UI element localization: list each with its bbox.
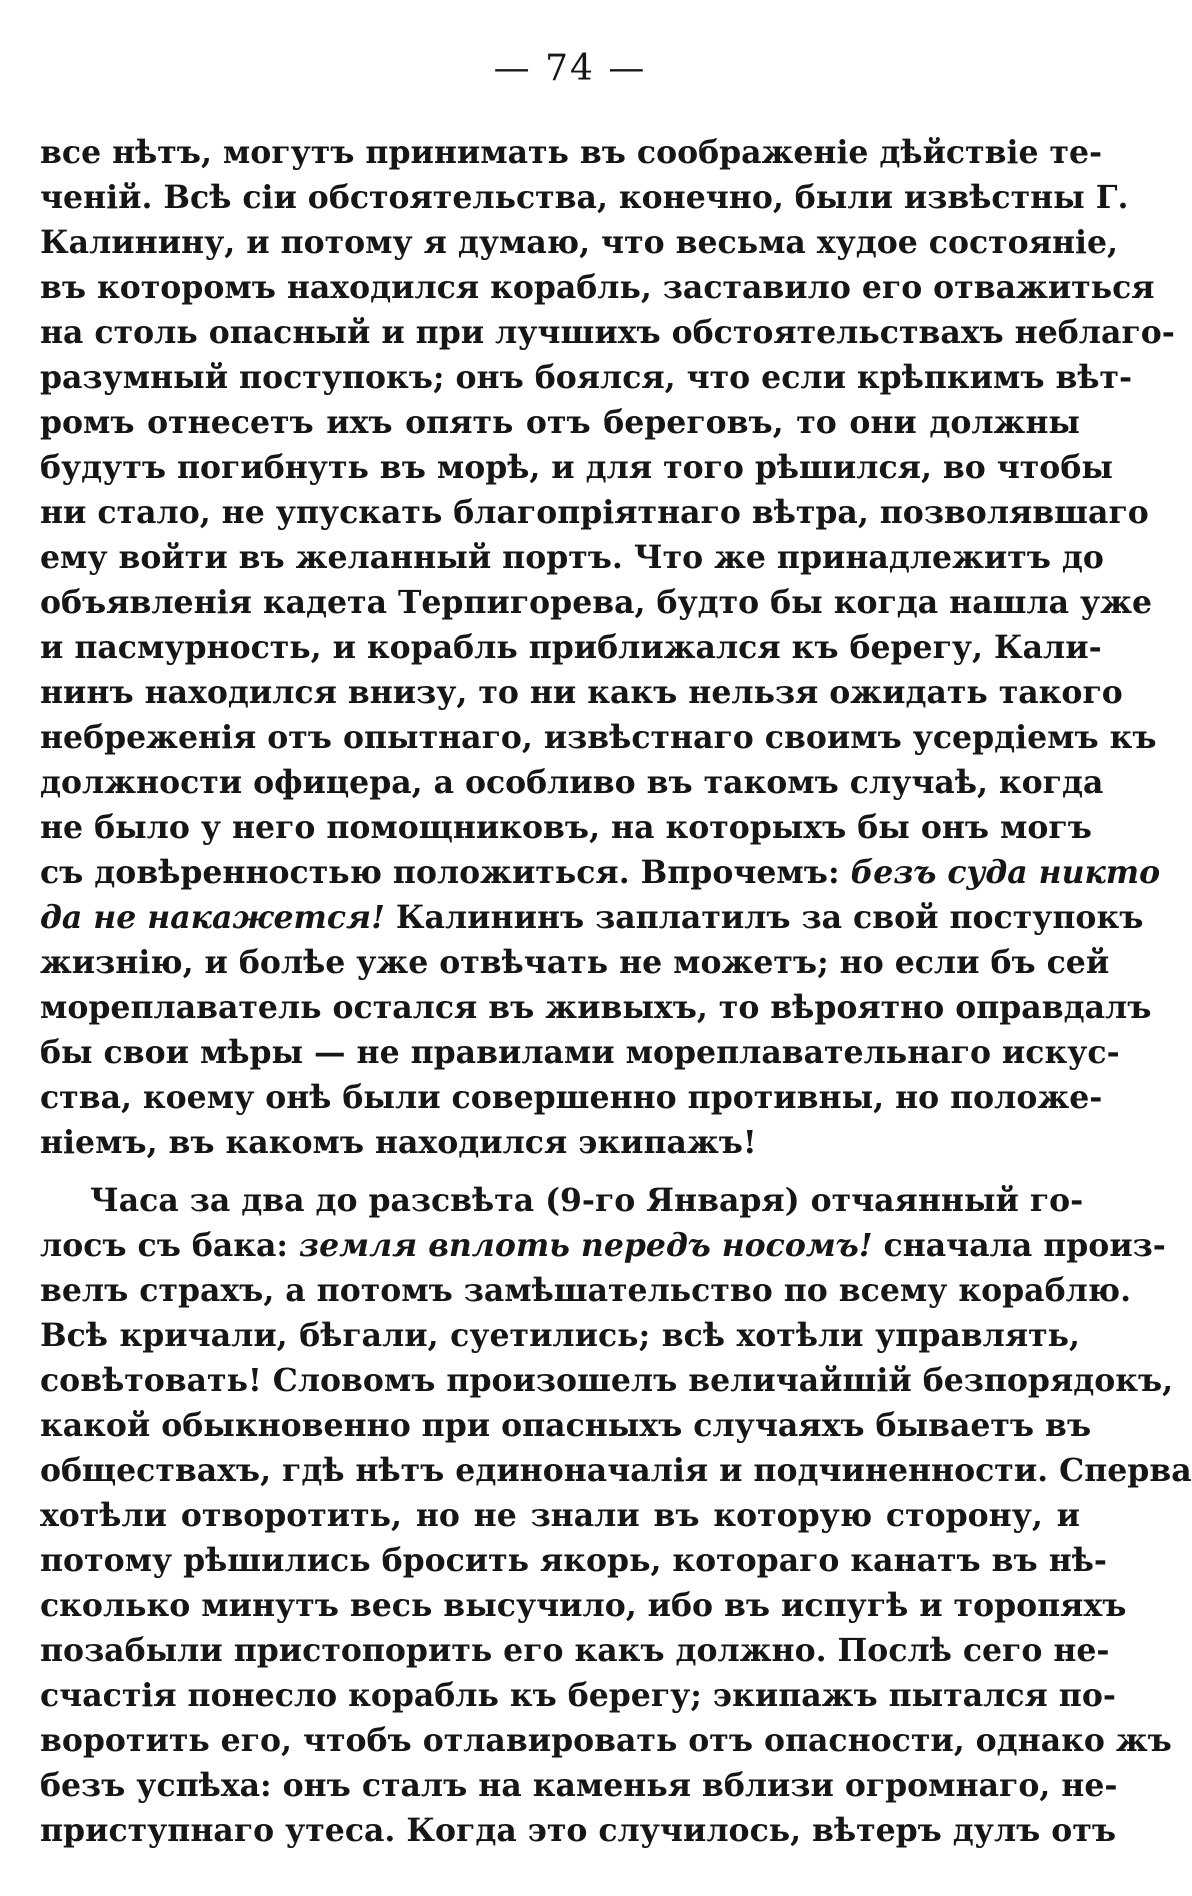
text-line: приступнаго утеса. Когда это случилось, вѣтеръ дулъ отъ <box>40 1812 1116 1849</box>
text-line: обществахъ, гдѣ нѣтъ единоначалiя и подчиненности. Сперва <box>40 1452 1192 1489</box>
text-line: совѣтовать! Словомъ произошелъ величайшiй безпорядокъ, <box>40 1362 1174 1399</box>
text-line: нинъ находился внизу, то ни какъ нельзя ожидать такого <box>40 674 1123 711</box>
text-line: разумный поступокъ; онъ боялся, что если крѣпкимъ вѣт- <box>40 359 1133 396</box>
text-line: какой обыкновенно при опасныхъ случаяхъ бываетъ въ <box>40 1407 1092 1444</box>
text-line: и пасмурность, и корабль приближался къ берегу, Кали- <box>40 629 1102 666</box>
text-line: должности офицера, а особливо въ такомъ случаѣ, когда <box>40 764 1104 801</box>
text-line: будутъ погибнуть въ морѣ, и для того рѣшился, во чтобы <box>40 449 1113 486</box>
text-line: позабыли пристопорить его какъ должно. Послѣ сего не- <box>40 1632 1110 1669</box>
text-line <box>40 1223 1166 1268</box>
page-number: — 74 — <box>493 48 647 89</box>
text-line: не было у него помощниковъ, на которыхъ бы онъ могъ <box>40 809 1092 846</box>
text-line: безъ успѣха: онъ сталъ на каменья вблизи огромнаго, не- <box>40 1767 1118 1804</box>
text-line: ства, коему онѣ были совершенно противны, но положе- <box>40 1079 1103 1116</box>
text-line: мореплаватель остался въ живыхъ, то вѣроятно оправдалъ <box>40 989 1152 1026</box>
text-line: на столь опасный и при лучшихъ обстоятельствахъ неблаго- <box>40 314 1175 351</box>
text-line: бы свои мѣры — не правилами мореплавательнаго искус- <box>40 1034 1120 1071</box>
text-line: ченiй. Всѣ сiи обстоятельства, конечно, были извѣстны Г. <box>40 179 1129 216</box>
italic-quote: да не накажется! <box>40 899 385 936</box>
text-span: сначала произ- <box>872 1227 1166 1264</box>
text-line: ромъ отнесетъ ихъ опять отъ береговъ, то они должны <box>40 404 1080 441</box>
text-line: Часа за два до разсвѣта (9-го Января) отчаянный го- <box>90 1182 1084 1219</box>
text-line: жизнiю, и болѣе уже отвѣчать не можетъ; но если бъ сей <box>40 944 1110 981</box>
text-line: ни стало, не упускать благопрiятнаго вѣтра, позволявшаго <box>40 494 1149 531</box>
text-line: хотѣли отворотить, но не знали въ которую сторону, и <box>40 1497 1080 1534</box>
text-span: Калининъ заплатилъ за свой поступокъ <box>384 899 1144 936</box>
text-line: велъ страхъ, а потомъ замѣшательство по всему кораблю. <box>40 1272 1132 1309</box>
text-span: съ довѣренностью положиться. Впрочемъ: <box>40 854 851 891</box>
text-line <box>40 895 1144 940</box>
text-line: Всѣ кричали, бѣгали, суетились; всѣ хотѣли управлять, <box>40 1317 1080 1354</box>
text-line: воротить его, чтобъ отлавировать отъ опасности, однако жъ <box>40 1722 1172 1759</box>
text-line: все нѣтъ, могутъ принимать въ соображенiе дѣйствiе те- <box>40 134 1103 171</box>
text-line: сколько минутъ весь высучило, ибо въ испугѣ и торопяхъ <box>40 1587 1127 1624</box>
text-line: объявленiя кадета Терпигорева, будто бы когда нашла уже <box>40 584 1153 621</box>
text-line: нiемъ, въ какомъ находился экипажъ! <box>40 1124 757 1161</box>
paragraph-new <box>40 1178 1192 1853</box>
text-line: ему войти въ желанный портъ. Что же принадлежитъ до <box>40 539 1104 576</box>
text-line: Калинину, и потому я думаю, что весьма худое состоянiе, <box>40 224 1118 261</box>
italic-quote: безъ суда никто <box>850 854 1161 891</box>
text-line: потому рѣшились бросить якорь, котораго канатъ въ нѣ- <box>40 1542 1107 1579</box>
text-line: въ которомъ находился корабль, заставило его отважиться <box>40 269 1155 306</box>
text-line: счастiя понесло корабль къ берегу; экипажъ пытался по- <box>40 1677 1116 1714</box>
text-line <box>40 850 1161 895</box>
italic-quote: земля вплоть передъ носомъ! <box>299 1227 873 1264</box>
paragraph-continuation <box>40 130 1175 1165</box>
text-line: небреженiя отъ опытнаго, извѣстнаго своимъ усердiемъ къ <box>40 719 1157 756</box>
text-span: лосъ съ бака: <box>40 1227 300 1264</box>
